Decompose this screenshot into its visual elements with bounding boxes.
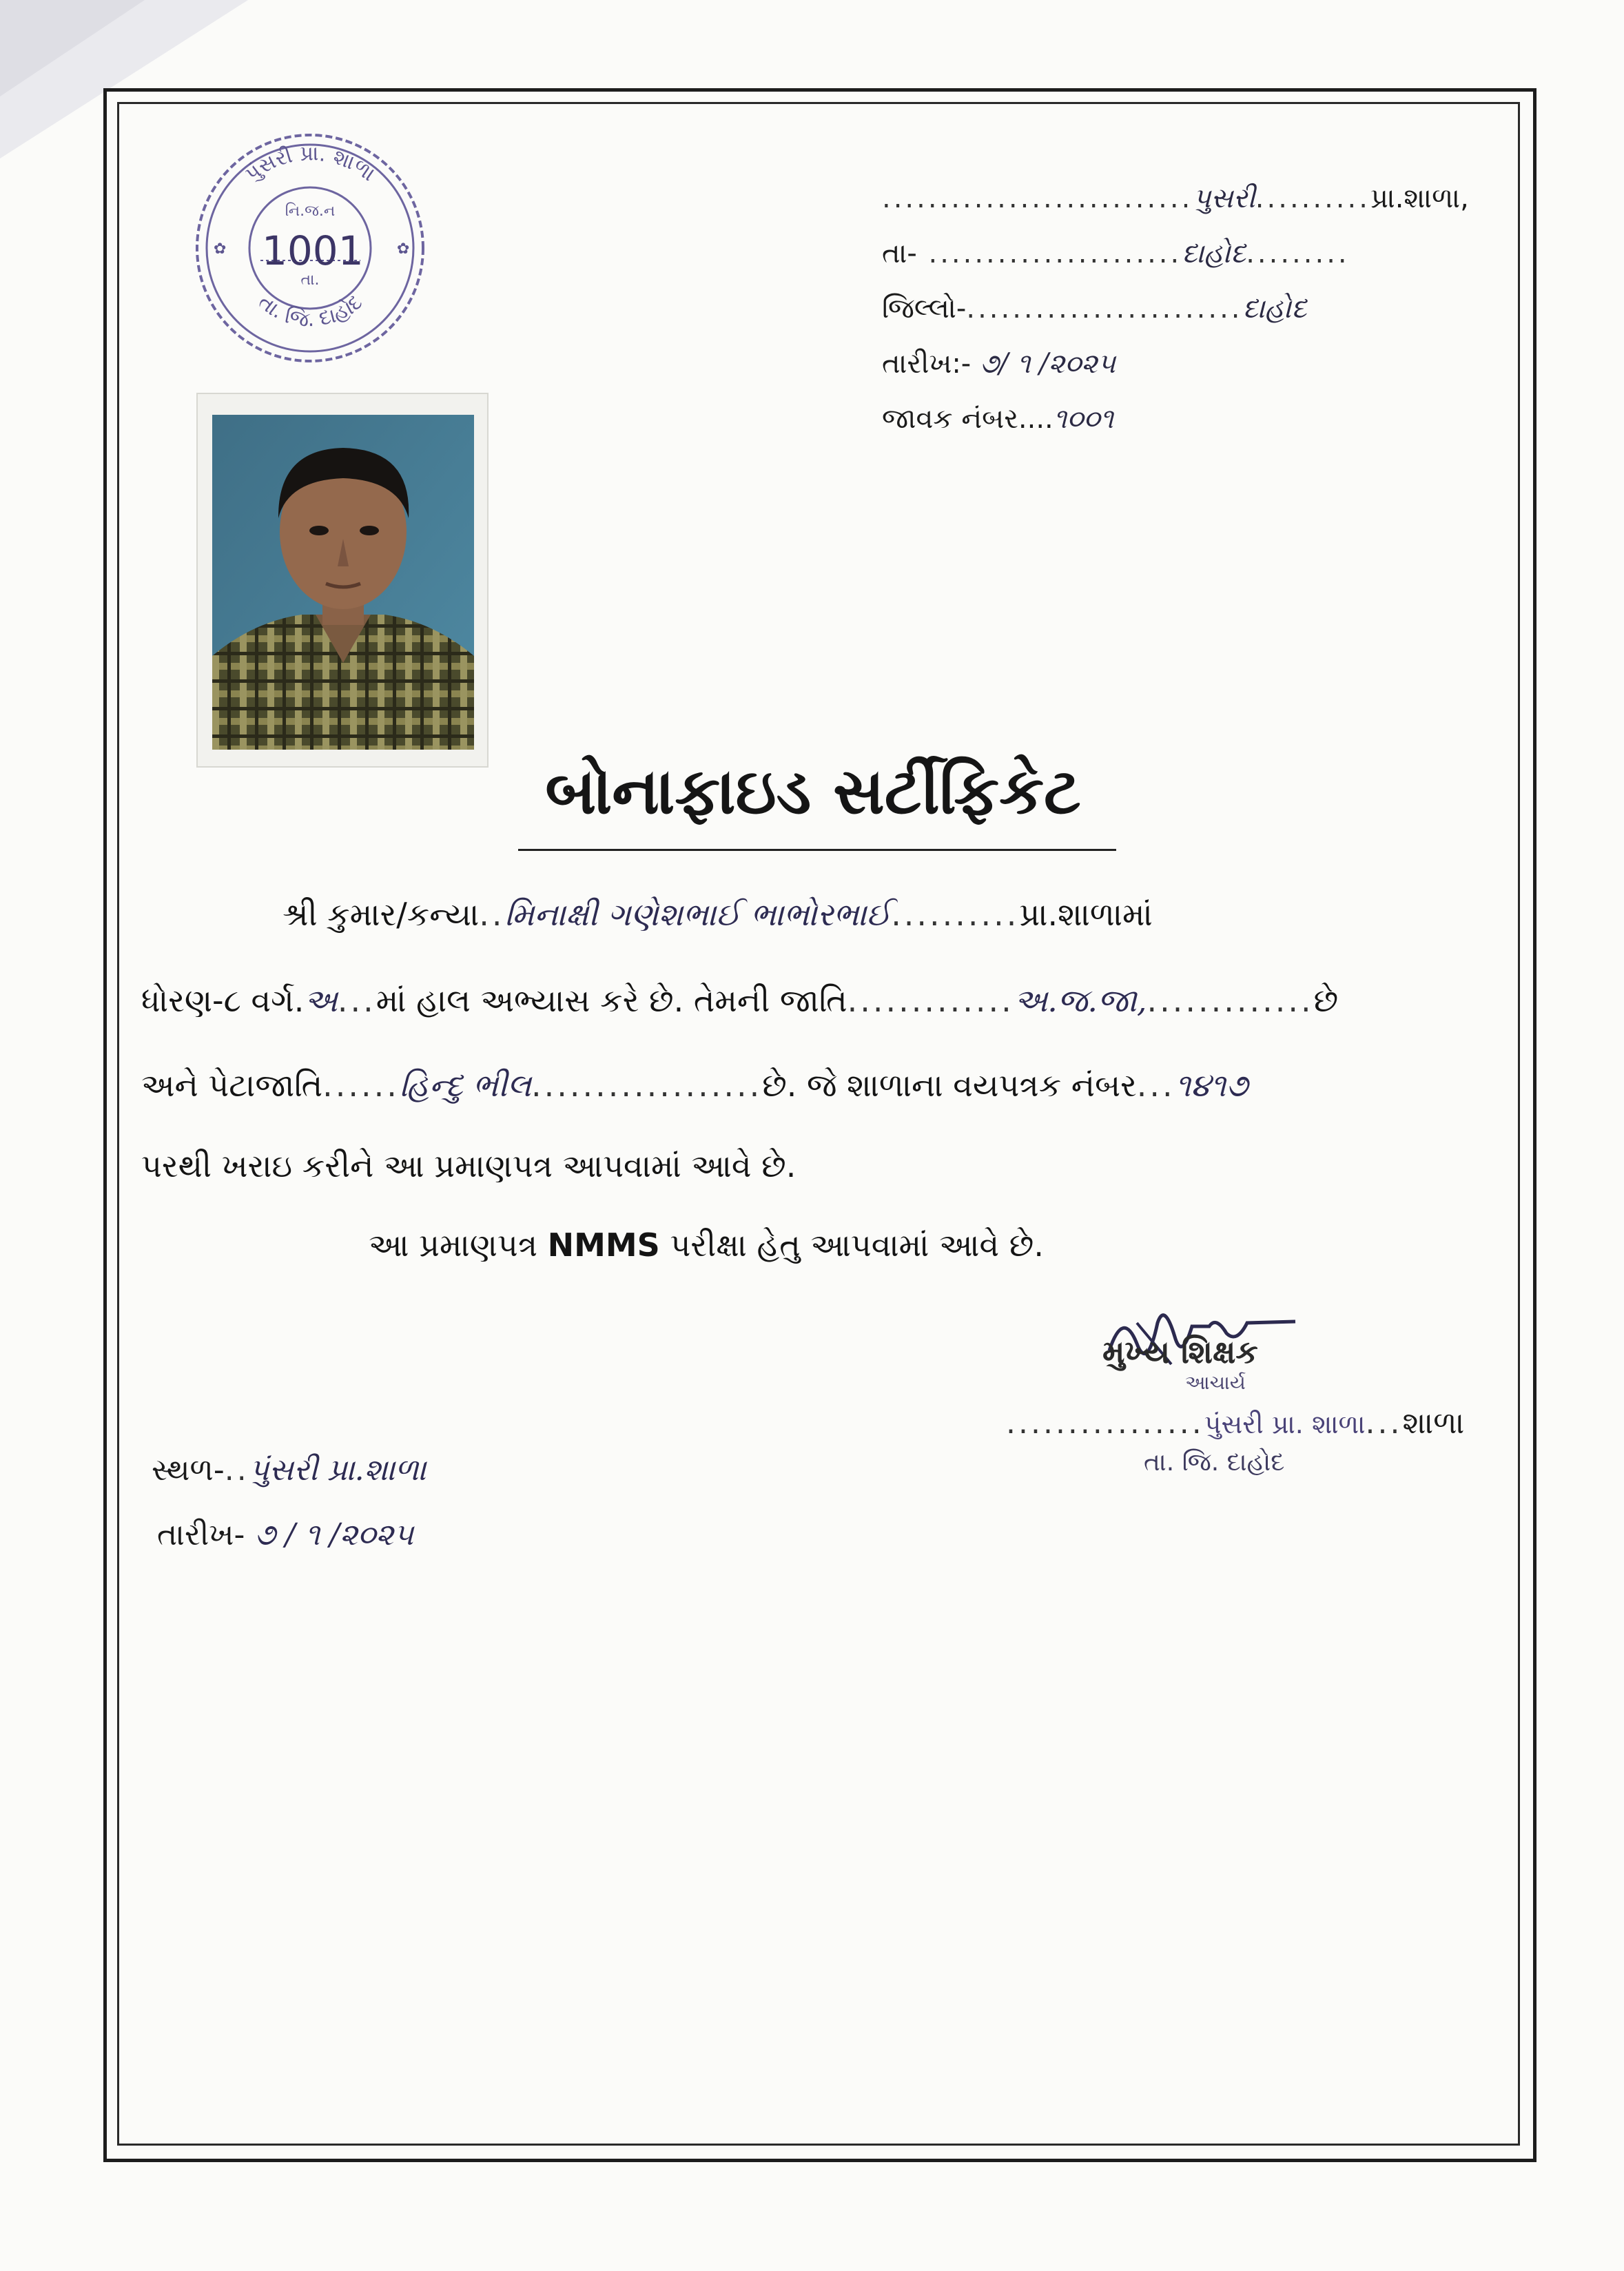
header-district-value: દાહોદ [1242,293,1307,325]
footer-place: સ્થળ-..પુંસરી પ્રા.શાળા [152,1452,426,1488]
signature-school-suffix: શાળા [1402,1406,1465,1441]
footer-date [157,1517,413,1552]
svg-text:પુંસરી પ્રા. શાળા [241,141,380,186]
header-school-suffix: પ્રા.શાળા, [1370,183,1469,214]
header-date-value: ૭/ ૧ /૨૦૨૫ [979,348,1116,380]
svg-text:✿: ✿ [397,240,410,258]
line5-exam-name: NMMS [547,1226,660,1264]
caste-fill: અ.જ.જા, [1014,982,1147,1019]
header-school-row: ...........................પુસરી..........પ્રા.શાળા, [882,183,1469,214]
paper-fold-corner [0,0,145,96]
header-date-row [882,336,1469,391]
header-outward-value: ૧૦૦૧ [1053,403,1114,435]
header-block [882,171,1469,446]
line2-prefix: ધોરણ-૮ વર્ગ. [141,982,305,1019]
body-line-4: પરથી ખરાઇ કરીને આ પ્રમાણપત્ર આપવામાં આવે છે. [141,1147,796,1184]
signature-school-line: ................પુંસરી પ્રા. શાળા...શાળા [1006,1406,1465,1441]
header-taluka-label: તા- [882,238,917,269]
certificate-title: બોનાફાઇડ સર્ટીફિકેટ [545,754,1081,828]
seal-inner-label: નિ.જ.ન [285,203,336,220]
line1-prefix: શ્રી કુમાર/કન્યા [282,896,480,933]
signature-subtitle: આચાર્ય [1185,1371,1246,1394]
footer-place-value: પુંસરી પ્રા.શાળા [249,1452,426,1488]
student-photo [212,415,474,750]
footer-place-label: સ્થળ- [152,1452,225,1488]
body-line-1: શ્રી કુમાર/કન્યા..મિનાક્ષી ગણેશભાઈ ભાભોરભાઈ..........પ્રા.શાળામાં [282,896,1153,933]
svg-text:✿: ✿ [214,240,227,258]
footer-date-label: તારીખ- [157,1517,245,1552]
line3-mid: છે. જે શાળાના વયપત્રક નંબર [762,1067,1137,1104]
subcaste-fill: હિન્દુ ભીલ [399,1067,532,1104]
svg-text:તા. જિ. દાહોદ [254,290,367,333]
line1-suffix: પ્રા.શાળામાં [1019,896,1153,933]
header-school-fill: પુસરી [1193,183,1255,214]
body-line-5 [369,1226,1044,1265]
signature-taluka: તા. જિ. દાહોદ [1144,1448,1285,1477]
student-name-fill: મિનાક્ષી ગણેશભાઈ ભાભોરભાઈ [504,896,892,933]
header-date-label: તારીખ:- [882,348,972,380]
seal-bottom-text: તા. જિ. દાહોદ [254,289,367,333]
body-line-2: ધોરણ-૮ વર્ગ.અ...માં હાલ અભ્યાસ કરે છે. તેમની જાતિ.............અ.જ.જા,.............છે [141,982,1339,1019]
line3-prefix: અને પેટાજાતિ [141,1067,323,1104]
header-outward-label: જાવક નંબર.... [882,403,1053,435]
header-taluka-row: તા- ......................દાહોદ......... [882,238,1350,269]
signature-school-stamp: પુંસરી પ્રા. શાળા [1204,1409,1366,1439]
line2-mid: માં હાલ અભ્યાસ કરે છે. તેમની જાતિ [376,982,847,1019]
header-district-row: જિલ્લો-........................દાહોદ [882,293,1307,325]
line5-prefix: આ પ્રમાણપત્ર [369,1226,537,1264]
line2-suffix: છે [1313,982,1339,1019]
header-outward-row [882,391,1469,446]
body-line-3: અને પેટાજાતિ......હિન્દુ ભીલ..................છે. જે શાળાના વયપત્રક નંબર...૧૪૧૭ [141,1067,1248,1104]
header-district-label: જિલ્લો- [882,293,967,325]
line5-suffix: પરીક્ષા હેતુ આપવામાં આવે છે. [670,1226,1044,1264]
seal-inner-small: તા. [300,271,320,289]
class-fill: અ [304,982,338,1019]
header-taluka-value: દાહોદ [1182,238,1246,269]
register-number-fill: ૧૪૧૭ [1175,1067,1248,1104]
title-underline [518,849,1116,851]
footer-date-value: ૭ / ૧ /૨૦૨૫ [254,1517,414,1552]
seal-number: 1001 [262,227,364,274]
signature-title: મુખ્ય શિક્ષક [1102,1333,1258,1370]
seal-top-text: પુંસરી પ્રા. શાળા [240,141,380,187]
